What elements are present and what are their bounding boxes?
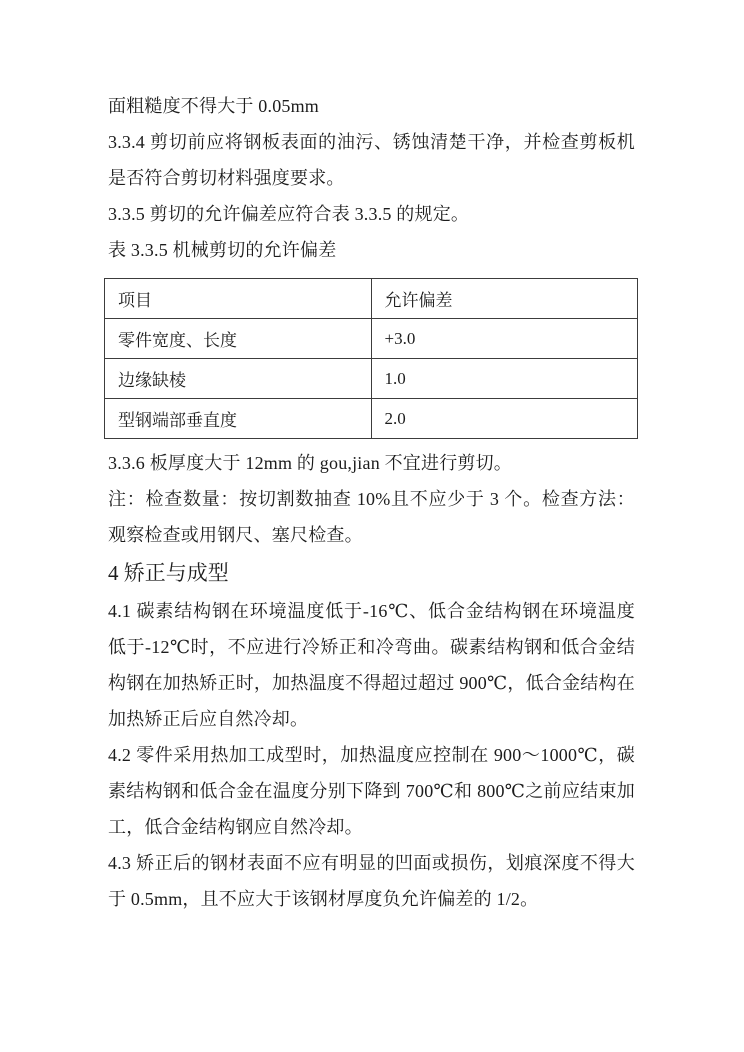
paragraph-4-1: 4.1 碳素结构钢在环境温度低于-16℃、低合金结构钢在环境温度低于-12℃时，不应进行冷矫正和冷弯曲。碳素结构钢和低合金结构钢在加热矫正时，加热温度不得超过超过 900℃，低合金结构在加热矫正后应自然冷却。 [108,601,635,729]
table-header-item: 项目 [105,279,372,319]
table-row [105,399,638,439]
document-content [108,88,635,917]
table-row [105,319,638,359]
table-cell-item: 零件宽度、长度 [105,319,372,359]
table-cell-value: 2.0 [371,399,638,439]
paragraph-3-3-5: 3.3.5 剪切的允许偏差应符合表 3.3.5 的规定。 [108,204,470,224]
tolerance-table [104,278,638,439]
table-cell-item: 边缘缺棱 [105,359,372,399]
paragraph-intro-continued: 面粗糙度不得大于 0.05mm [108,96,320,116]
table-row [105,359,638,399]
paragraph-3-3-4: 3.3.4 剪切前应将钢板表面的油污、锈蚀清楚干净，并检查剪板机是否符合剪切材料强度要求。 [108,132,635,188]
table-cell-value: +3.0 [371,319,638,359]
table-header-tolerance: 允许偏差 [371,279,638,319]
section-heading-4: 4 矫正与成型 [108,561,229,585]
paragraph-note: 注：检查数量：按切割数抽查 10%且不应少于 3 个。检查方法：观察检查或用钢尺、塞尺检查。 [108,489,635,545]
paragraph-4-3: 4.3 矫正后的钢材表面不应有明显的凹面或损伤，划痕深度不得大于 0.5mm，且不应大于该钢材厚度负允许偏差的 1/2。 [108,853,635,909]
table-header-row [105,279,638,319]
table-caption: 表 3.3.5 机械剪切的允许偏差 [108,240,337,260]
paragraph-4-2: 4.2 零件采用热加工成型时，加热温度应控制在 900～1000℃，碳素结构钢和低合金在温度分别下降到 700℃和 800℃之前应结束加工，低合金结构钢应自然冷却。 [108,745,635,837]
paragraph-3-3-6: 3.3.6 板厚度大于 12mm 的 gou,jian 不宜进行剪切。 [108,453,512,473]
table-cell-item: 型钢端部垂直度 [105,399,372,439]
table-cell-value: 1.0 [371,359,638,399]
